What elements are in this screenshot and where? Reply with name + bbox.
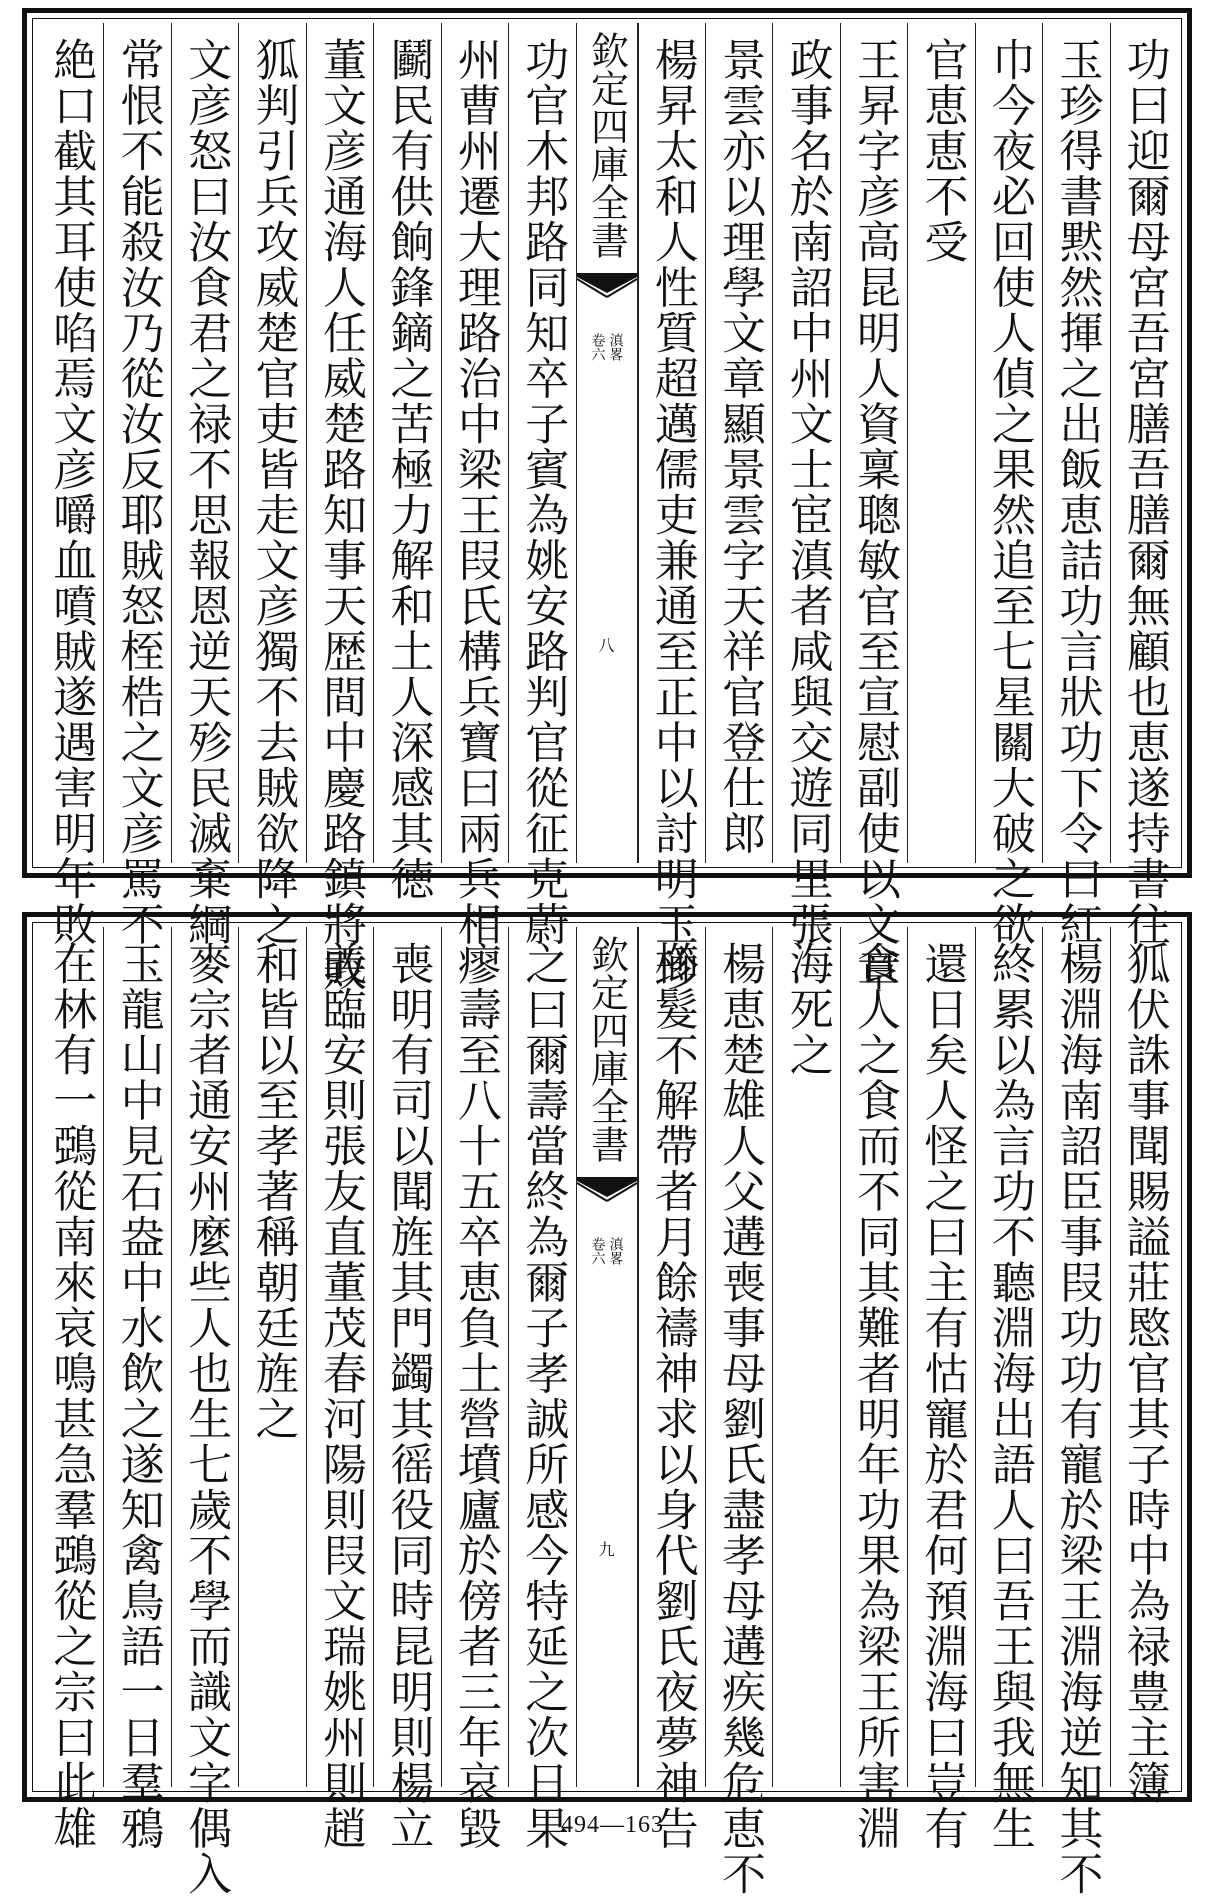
column-text: 功曰迎爾母宮吾宮膳吾膳爾無顧也恵遂持書往 bbox=[1118, 37, 1170, 947]
text-column bbox=[907, 23, 974, 863]
column-text: 喪明有司以聞旌其門蠲其徭役同時昆明則楊立 bbox=[382, 941, 434, 1851]
column-text: 楊恵楚雄人父遘喪事母劉氏盡孝母遘疾幾危恵不 bbox=[714, 941, 766, 1897]
text-column bbox=[37, 927, 103, 1851]
text-column bbox=[638, 23, 705, 993]
column-text: 狐伏誅事聞賜謚莊愍官其子時中為禄豊主簿 bbox=[1118, 941, 1170, 1806]
folio-number: 八 bbox=[598, 636, 615, 655]
text-column bbox=[975, 927, 1042, 1851]
column-text: 楊昇太和人性質超邁儒吏兼通至正中以討明玉珍 bbox=[646, 37, 698, 993]
text-column bbox=[840, 23, 907, 993]
text-column bbox=[171, 23, 238, 947]
text-column bbox=[238, 23, 305, 947]
text-column bbox=[238, 927, 305, 1787]
fish-tail-mark-icon bbox=[577, 273, 637, 313]
column-text: 州曹州遷大理路治中梁王叚氏構兵寶曰兩兵相 bbox=[449, 37, 501, 947]
column-text: 狐判引兵攻威楚官吏皆走文彦獨不去賊欲降之 bbox=[247, 37, 299, 947]
text-column bbox=[1110, 23, 1177, 947]
page-top bbox=[22, 8, 1192, 993]
text-column bbox=[705, 927, 772, 1897]
columns-top bbox=[37, 23, 1177, 993]
fish-tail-mark-icon bbox=[577, 1177, 637, 1217]
text-column bbox=[705, 23, 772, 863]
text-column bbox=[103, 23, 170, 947]
folio-number: 九 bbox=[598, 1540, 615, 1559]
column-text: 巾今夜必回使人偵之果然追至七星關大破之欲 bbox=[983, 37, 1035, 947]
text-column bbox=[441, 927, 508, 1851]
text-column bbox=[306, 23, 373, 993]
column-text: 景雲亦以理學文章顯景雲字天祥官登仕郎 bbox=[714, 37, 766, 856]
text-column bbox=[772, 23, 839, 947]
text-column bbox=[103, 927, 170, 1851]
text-column bbox=[306, 927, 373, 1851]
text-column bbox=[373, 927, 440, 1851]
column-text: 還日矣人怪之曰主有怙寵於君何預淵海曰豈有 bbox=[916, 941, 968, 1851]
text-column bbox=[441, 23, 508, 947]
page-footer-number: 494—163 bbox=[561, 1812, 664, 1838]
volume-number: 卷六 bbox=[589, 1237, 606, 1265]
text-column bbox=[1042, 927, 1109, 1897]
column-text: 文彦怒曰汝食君之禄不思報恩逆天殄民滅棄綱 bbox=[180, 37, 232, 947]
center-column bbox=[576, 23, 638, 863]
column-text: 麥宗者通安州麼些人也生七歲不學而識文字偶入 bbox=[180, 941, 232, 1897]
center-book-info bbox=[577, 333, 637, 361]
center-book-info bbox=[577, 1237, 637, 1265]
text-column bbox=[840, 927, 907, 1851]
column-text: 海死之 bbox=[781, 941, 833, 1078]
text-column bbox=[508, 927, 575, 1851]
text-column bbox=[907, 927, 974, 1851]
column-text: 楊淵海南詔臣事叚功功有寵於梁王淵海逆知其不 bbox=[1051, 941, 1103, 1897]
column-text: 和皆以至孝著稱朝廷旌之 bbox=[247, 941, 299, 1442]
column-text: 在林有一鵶從南來哀鳴甚急羣鵶從之宗曰此雄 bbox=[45, 941, 97, 1851]
column-text: 終累以為言功不聽淵海出語人曰吾王與我無生 bbox=[983, 941, 1035, 1851]
text-column bbox=[373, 23, 440, 902]
column-text: 食人之食而不同其難者明年功果為梁王所害淵 bbox=[849, 941, 901, 1851]
column-text: 功官木邦路同知卒子賓為姚安路判官從征克蔚 bbox=[517, 37, 569, 947]
column-text: 絶口截其耳使啗焉文彦嚼血噴賊遂遇害明年敗 bbox=[45, 37, 97, 947]
column-text: 玉珍得書黙然揮之出飯恵詰功言狀功下令曰紅 bbox=[1051, 37, 1103, 947]
column-text: 董文彦通海人任威楚路知事天歴間中慶路鎮將敗 bbox=[314, 37, 366, 993]
center-title: 欽定四庫全書 bbox=[584, 935, 629, 1163]
column-text: 櫛髮不解帶者月餘禱神求以身代劉氏夜夢神告 bbox=[646, 941, 698, 1851]
text-column bbox=[638, 927, 705, 1851]
column-text: 王昇字彦高昆明人資稟聰敏官至宣慰副使以文章 bbox=[849, 37, 901, 993]
column-text: 官恵恵不受 bbox=[916, 37, 968, 265]
center-title: 欽定四庫全書 bbox=[584, 31, 629, 259]
column-text: 義臨安則張友直董茂春河陽則叚文瑞姚州則趙 bbox=[314, 941, 366, 1851]
column-text: 玉龍山中見石盎中水飲之遂知禽鳥語一日羣鴉 bbox=[112, 941, 164, 1851]
text-column bbox=[508, 23, 575, 947]
column-text: 之曰爾壽當終為爾子孝誠所感今特延之次日果 bbox=[517, 941, 569, 1851]
text-column bbox=[1110, 927, 1177, 1806]
center-column bbox=[576, 927, 638, 1787]
column-text: 政事名於南詔中州文士宦滇者咸與交遊同里張 bbox=[781, 37, 833, 947]
volume-number: 卷六 bbox=[589, 333, 606, 361]
text-column bbox=[37, 23, 103, 947]
text-column bbox=[975, 23, 1042, 947]
text-column bbox=[171, 927, 238, 1897]
column-text: 鬬民有供餉鋒鏑之苦極力解和土人深感其徳 bbox=[382, 37, 434, 902]
column-text: 瘳壽至八十五卒恵負土營墳廬於傍者三年哀毀 bbox=[449, 941, 501, 1851]
column-text: 常恨不能殺汝乃從汝反耶賊怒桎梏之文彦罵不 bbox=[112, 37, 164, 947]
book-name: 滇畧 bbox=[607, 333, 624, 361]
text-column bbox=[772, 927, 839, 1787]
book-name: 滇畧 bbox=[607, 1237, 624, 1265]
text-column bbox=[1042, 23, 1109, 947]
